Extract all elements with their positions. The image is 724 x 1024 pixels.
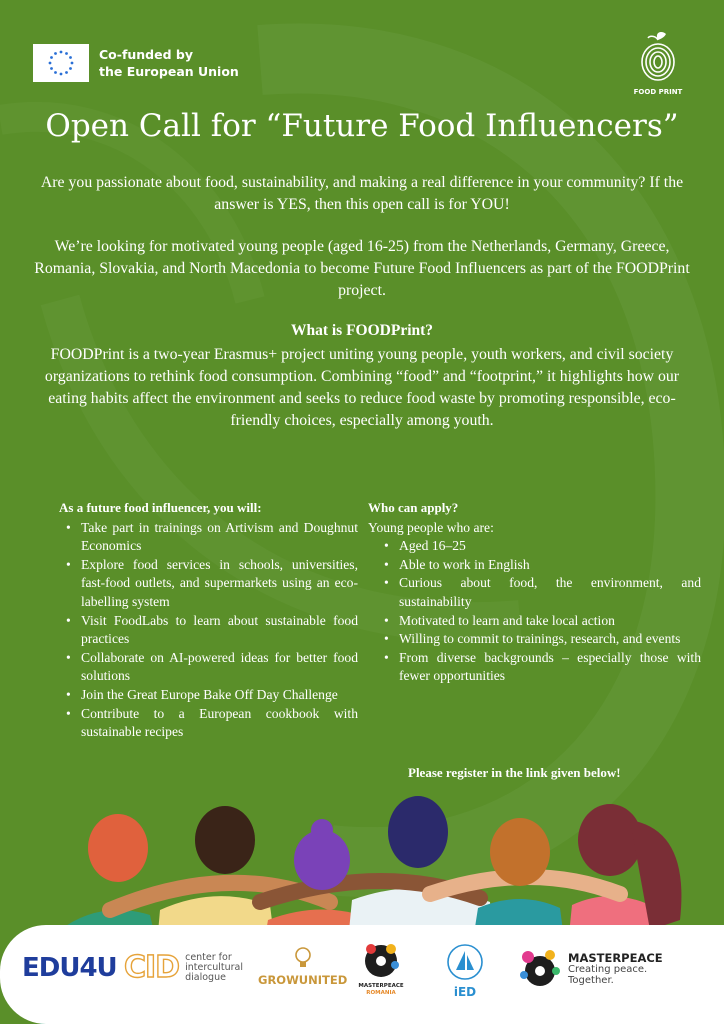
apply-list — [380, 537, 701, 686]
list-item: • Able to work in English — [380, 556, 701, 575]
masterpeace-romania-line2: ROMANIA — [366, 990, 396, 996]
cid-logo-line3: dialogue — [185, 971, 226, 983]
edu4u-logo — [22, 953, 117, 983]
foodprint-logo — [630, 30, 686, 100]
influencer-heading: As a future food influencer, you will: — [59, 500, 262, 515]
what-is-heading: What is FOODPrint? — [290, 322, 434, 339]
masterpeace-romania-icon — [361, 941, 401, 979]
apply-intro: Young people who are: — [368, 519, 494, 535]
apply-heading: Who can apply? — [368, 500, 459, 515]
masterpeace-icon — [518, 947, 562, 991]
list-item: • Visit FoodLabs to learn about sustainable food practices — [62, 612, 358, 649]
masterpeace-logo — [518, 947, 663, 991]
ied-sailboat-icon — [444, 943, 486, 981]
cid-logo-line2: intercultural — [185, 961, 244, 973]
list-item: • Contribute to a European cookbook with sustainable recipes — [62, 705, 358, 742]
cid-logo — [124, 950, 243, 985]
eu-funding-block — [33, 44, 239, 82]
foodprint-logo-text: FOOD PRINT — [633, 88, 683, 96]
cid-logo-line1: center for — [185, 951, 232, 963]
cid-logo-mark: CID — [124, 950, 180, 985]
eu-funding-line2: the European Union — [99, 64, 239, 79]
masterpeace-romania-logo — [356, 941, 406, 996]
masterpeace-tagline2: Together. — [568, 974, 614, 986]
list-item: • Motivated to learn and take local action — [380, 612, 701, 631]
eu-flag-logo — [33, 44, 89, 82]
list-item: • Willing to commit to trainings, research, and events — [380, 630, 701, 649]
eu-funding-line1: Co-funded by — [99, 47, 194, 62]
list-item: • Join the Great Europe Bake Off Day Challenge — [62, 686, 358, 705]
intro-paragraph-1: Are you passionate about food, sustainability, and making a real difference in your community? If the answer is YES, then this open call is for YOU! — [40, 174, 684, 213]
ied-logo — [444, 943, 486, 999]
list-item: • Take part in trainings on Artivism and Doughnut Economics — [62, 519, 358, 556]
intro-paragraph-2: We’re looking for motivated young people (aged 16-25) from the Netherlands, Germany, Greece, Romania, Slovakia, and North Macedonia to become Future Food Influencers as part of the FOODPrint project. — [34, 238, 690, 299]
page-title: Open Call for “Future Food Influencers” — [45, 108, 679, 144]
list-item: • Aged 16–25 — [380, 537, 701, 556]
growunited-bulb-icon — [295, 947, 311, 969]
partner-logos-strip — [0, 925, 724, 1024]
apply-section — [368, 499, 701, 686]
influencer-section — [59, 499, 358, 742]
growunited-text: GROWUNITED — [258, 973, 348, 987]
list-item: • From diverse backgrounds – especially those with fewer opportunities — [380, 649, 701, 686]
ied-text: iED — [453, 985, 477, 999]
masterpeace-romania-line1: MASTERPEACE — [358, 983, 404, 989]
masterpeace-tagline1: Creating peace. — [568, 963, 648, 975]
edu4u-logo-text: EDU4U — [22, 953, 117, 983]
eu-funding-text — [99, 46, 239, 80]
influencer-list — [62, 519, 358, 742]
growunited-logo — [258, 947, 347, 987]
list-item: • Curious about food, the environment, and sustainability — [380, 574, 701, 611]
list-item: • Explore food services in schools, universities, fast-food outlets, and supermarkets using an eco-labelling system — [62, 556, 358, 612]
register-note: Please register in the link given below! — [408, 765, 621, 780]
list-item: • Collaborate on AI-powered ideas for better food solutions — [62, 649, 358, 686]
masterpeace-name: MASTERPEACE — [568, 950, 663, 965]
what-is-text: FOODPrint is a two-year Erasmus+ project uniting young people, youth workers, and civil society organizations to rethink food consumption. Combining “food” and “footprint,” it highlights how our eating habits affect the environment and seeks to reduce food waste by promoting responsible, eco-friendly choices, especially among youth. — [44, 346, 680, 429]
